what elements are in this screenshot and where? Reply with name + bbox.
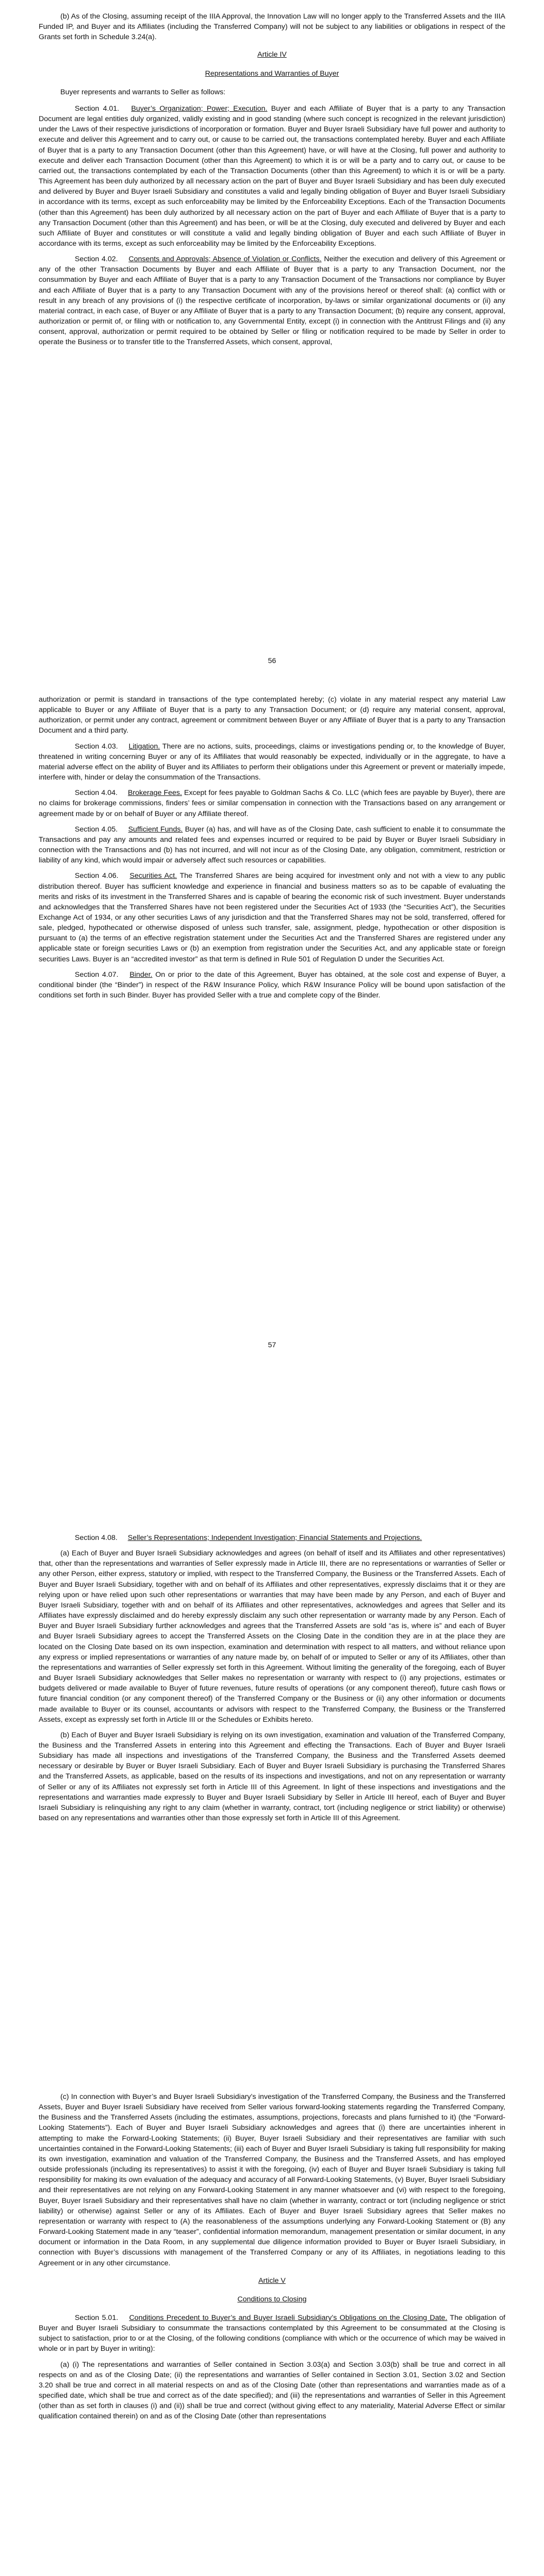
clause-3-24-b: (b) As of the Closing, assuming receipt of the IIIA Approval, the Innovation Law will no longer apply to the Transferred Assets and the IIIA Funded IP, and Buyer and its Affiliates (including the Transferred Company) will not be subject to any liabilities or obligations in respect of the Grants set forth in Schedule 3.24(a). bbox=[39, 12, 505, 42]
section-4-01-body: Buyer and each Affiliate of Buyer that is a party to any Transaction Document are legal entities duly organized, validly existing and in good standing (where such concept is recognized in the relevant jurisdiction) under the Laws of their respective jurisdictions of incorporation or formation. Buyer and Buyer Israeli Subsidiary have full power and authority to execute and deliver this Agreement and to carry out, or cause to be carried out, the transactions contemplated hereby. Buyer and each Affiliate of Buyer that is a party to any Transaction Document (other than this Agreement) have, or will have at the Closing, full power and authority to execute and deliver each Transaction Document (other than this Agreement) to which it is or will be a party and to carry out, or cause to be carried out, the transactions contemplated by each of the Transaction Documents (other than this Agreement) to which it is or will be a party. This Agreement has been duly authorized by all necessary action on the part of Buyer and Buyer Israeli Subsidiary and has been duly executed and delivered by Buyer and Buyer Israeli Subsidiary and constitutes a valid and legally binding obligation of Buyer and Buyer Israeli Subsidiary in accordance with its terms, except as such enforceability may be limited by the Enforceability Exceptions. Each of the Transaction Documents (other than this Agreement) has been duly authorized by all necessary action on the part of Buyer and each Affiliate of Buyer that is a party to any Transaction Document (other than this Agreement) and has been, or will be at the Closing, duly executed and delivered by Buyer and each such Affiliate of Buyer and constitutes or will constitute a valid and legally binding obligation of Buyer and each such Affiliate of Buyer in accordance with its terms, except as such enforceability may be limited by the Enforceability Exceptions. bbox=[39, 104, 505, 248]
article-v-subtitle: Conditions to Closing bbox=[237, 2295, 307, 2303]
section-5-01-title: Conditions Precedent to Buyer’s and Buyer Israeli Subsidiary’s Obligations on the Closing Date. bbox=[129, 2313, 448, 2322]
section-5-01-body: The obligation of Buyer and Buyer Israeli Subsidiary to consummate the transactions contemplated by this Agreement to be consummated at the Closing is subject to satisfaction, prior to or at the Closing, of the following conditions (compliance with which or the occurrence of which may be waived in whole or in part by Buyer in writing): bbox=[39, 2313, 505, 2353]
page-number: 57 bbox=[268, 1341, 276, 1349]
section-4-07-title: Binder. bbox=[129, 970, 153, 979]
section-4-07-body: On or prior to the date of this Agreement, Buyer has obtained, at the sole cost and expense of Buyer, a conditional binder (the “Binder”) in respect of the R&W Insurance Policy, which R&W Insurance Policy will be bound upon satisfaction of the conditions set forth in such Binder. Buyer has provided Seller with a true and complete copy of the Binder. bbox=[39, 970, 506, 1000]
section-5-01-number: Section 5.01. bbox=[75, 2313, 119, 2322]
section-4-08 bbox=[39, 1533, 505, 1543]
section-4-05-body: Buyer (a) has, and will have as of the Closing Date, cash sufficient to enable it to consummate the Transactions and pay any amounts and related fees and expenses incurred or required to be paid by Buyer or Buyer Israeli Subsidiary in connection with the Transactions and (b) has not incurred, and will not incur as of the Closing Date, any obligation, commitment, restriction or liability of any kind, which would impair or adversely affect such resources or capabilities. bbox=[39, 825, 505, 865]
section-4-08-title: Seller’s Representations; Independent Investigation; Financial Statements and Projections. bbox=[127, 1534, 422, 1542]
article-v-title: Article V bbox=[258, 2276, 286, 2285]
section-4-08-b: (b) Each of Buyer and Buyer Israeli Subsidiary is relying on its own investigation, examination and valuation of the Transferred Company, the Business and the Transferred Assets in entering into this Agreement and effecting the Transactions. Each of Buyer and Buyer Israeli Subsidiary has made all inspections and investigations of the Transferred Company, the Business and the Transferred Assets deemed necessary or desirable by Buyer or Buyer Israeli Subsidiary. Each of Buyer and Buyer Israeli Subsidiary is purchasing the Transferred Shares and the Transferred Assets, as applicable, based on the results of its inspections and investigations, and not on any representation or warranty of Seller or any of its Affiliates not expressly set forth in Article III of this Agreement. In light of these inspections and investigations and the representations and warranties made expressly to Buyer and Buyer Israeli Subsidiary by Seller in Article III hereof, each of Buyer and Buyer Israeli Subsidiary is relinquishing any right to any claim (whether in warranty, contract, tort (including negligence or strict liability) or otherwise) based on any representations and warranties other than those expressly set forth in Article III of this Agreement. bbox=[39, 1731, 505, 1823]
page-56 bbox=[0, 0, 544, 680]
page-58-content bbox=[39, 1533, 505, 1828]
section-4-03-number: Section 4.03. bbox=[75, 742, 118, 751]
section-4-01-number: Section 4.01. bbox=[75, 104, 120, 113]
section-4-07 bbox=[39, 970, 505, 1001]
section-4-01-title: Buyer’s Organization; Power; Execution. bbox=[131, 104, 268, 113]
section-4-02-continued: authorization or permit is standard in transactions of the type contemplated hereby; (c) violate in any material respect any material Law applicable to Buyer or any Affiliate of Buyer that is a party to any Transaction Document; or (d) require any material consent, approval, authorization, or permit under any contract, agreement or commitment between Buyer or any Affiliate of Buyer that is a party to any Transaction Document and a third party. bbox=[39, 696, 505, 735]
section-4-06-body: The Transferred Shares are being acquired for investment only and not with a view to any public distribution thereof. Buyer has sufficient knowledge and experience in financial and business matters so as to be capable of evaluating the merits and risks of its investment in the Transferred Shares and is capable of bearing the economic risk of such investment. Buyer understands and acknowledges that the Transferred Shares have not been registered under the Securities Act of 1933 (the “Securities Act”), the Securities Exchange Act of 1934, or any other securities Laws of any jurisdiction and that the Transferred Shares may not be sold, transferred, offered for sale, pledged, hypothecated or otherwise disposed of unless such transfer, sale, assignment, pledge, hypothecation or other disposition is pursuant to (a) the terms of an effective registration statement under the Securities Act and the Transferred Shares are registered under any applicable state or foreign securities Laws or (b) an exemption from registration under the Securities Act, and any applicable state or foreign securities Laws. Buyer is an “accredited investor” as that term is defined in Rule 501 of Regulation D under the Securities Act. bbox=[39, 872, 505, 963]
section-4-02-body: Neither the execution and delivery of this Agreement or any of the other Transaction Documents by Buyer and each Affiliate of Buyer that is a party to any Transaction Document, nor the consummation by Buyer and each Affiliate of Buyer that is a party to any Transaction Document of the Transactions nor compliance by Buyer and each Affiliate of Buyer that is a party to any Transaction Document with any of the provisions hereof or thereof shall: (a) conflict with or result in any breach of any provisions of (i) the respective certificate of incorporation, by-laws or similar organizational documents or (ii) any material contract, in each case, of Buyer or any Affiliate of Buyer that is a party to any Transaction Document; (b) require any consent, approval, authorization or permit of, or filing with or notification to, any Governmental Entity, except (i) in connection with the Antitrust Filings and (ii) any consent, approval, authorization or permit required to be obtained by Seller or filing or notification required to be made by Seller in order to operate the Business or to transfer title to the Transferred Assets, which consent, approval, bbox=[39, 255, 505, 347]
section-4-08-a: (a) Each of Buyer and Buyer Israeli Subsidiary acknowledges and agrees (on behalf of itself and its Affiliates and other representatives) that, other than the representations and warranties of Seller expressly made in Article III, there are no representations or warranties of Seller or any other Person, either express, statutory or implied, with respect to the Transferred Company, the Business or the Transferred Assets. Each of Buyer and Buyer Israeli Subsidiary, together with and on behalf of its Affiliates and other representatives, expressly disclaims that it or they are relying upon or have relied upon such other representations or warranties that may have been made by any Person, and each of Buyer and Buyer Israeli Subsidiary, together with and on behalf of its Affiliates and other representatives, acknowledges and agrees that Seller and its Affiliates have expressly disclaimed and do hereby expressly disclaim any such other representation or warranty made by any Person. Each of Buyer and Buyer Israeli Subsidiary further acknowledges and agrees that the Transferred Assets are sold “as is, where is” and each of Buyer and Buyer Israeli Subsidiary agrees to accept the Transferred Assets on the Closing Date in the condition they are in at the place they are located on the Closing Date based on its own inspection, examination and determination with respect to all matters, and without reliance upon any express or implied representations or warranties of any nature made by, on behalf of or imputed to Seller or any of its Affiliates, other than the representations and warranties of Seller expressly set forth in this Agreement. Without limiting the generality of the foregoing, each of Buyer and Buyer Israeli Subsidiary acknowledges that Seller makes no representation or warranty with respect to (i) any projections, estimates or budgets delivered or made available to Buyer of future revenues, future results of operations (or any component thereof), future cash flows or future financial condition (or any component thereof) of the Transferred Company or the Business or (ii) any other information or documents made available to Buyer or its counsel, accountants or advisors with respect to the Transferred Company, the Business or the Transferred Assets, except as expressly set forth in Article III or the Schedules or Exhibits hereto. bbox=[39, 1549, 505, 1724]
section-4-04 bbox=[39, 788, 505, 819]
section-5-01-a: (a) (i) The representations and warranties of Seller contained in Section 3.03(a) and Section 3.03(b) shall be true and correct in all respects on and as of the Closing Date; (ii) the representations and warranties of Seller contained in Section 3.01, Section 3.02 and Section 3.20 shall be true and correct in all material respects on and as of the Closing Date (other than representations and warranties made as of a specified date, which shall be true and correct as of the date specified); and (iii) the representations and warranties of Seller in this Agreement (other than as set forth in clauses (i) and (ii)) shall be true and correct (without giving effect to any materiality, Material Adverse Effect or similar qualification contained therein) on and as of the Closing Date (other than representations bbox=[39, 2360, 505, 2421]
section-4-04-body: Except for fees payable to Goldman Sachs & Co. LLC (which fees are payable by Buyer), there are no claims for brokerage commissions, finders’ fees or similar compensation in connection with the Transactions based on any arrangement or agreement made by or on behalf of Buyer or any Affiliate thereof. bbox=[39, 789, 505, 818]
section-4-07-number: Section 4.07. bbox=[75, 970, 119, 979]
section-4-06-title: Securities Act. bbox=[129, 872, 177, 880]
article-iv-lead: Buyer represents and warrants to Seller as follows: bbox=[60, 88, 226, 96]
page-59 bbox=[0, 2084, 544, 2576]
section-4-05-title: Sufficient Funds. bbox=[128, 825, 183, 834]
page-57 bbox=[0, 680, 544, 1378]
section-4-04-number: Section 4.04. bbox=[75, 789, 118, 798]
section-4-08-number: Section 4.08. bbox=[75, 1534, 118, 1542]
page-58 bbox=[0, 1378, 544, 2084]
page-number: 56 bbox=[268, 657, 276, 665]
page-57-content bbox=[39, 694, 505, 1006]
page-59-content bbox=[39, 2092, 505, 2427]
section-4-02 bbox=[39, 254, 505, 347]
section-4-05 bbox=[39, 824, 505, 866]
page-56-content bbox=[39, 11, 505, 353]
article-iv-subtitle: Representations and Warranties of Buyer bbox=[205, 69, 339, 78]
section-4-03-title: Litigation. bbox=[128, 742, 160, 751]
section-4-01 bbox=[39, 104, 505, 249]
section-4-06-number: Section 4.06. bbox=[75, 872, 119, 880]
section-4-02-number: Section 4.02. bbox=[75, 255, 118, 264]
section-4-06 bbox=[39, 871, 505, 964]
section-4-03 bbox=[39, 741, 505, 783]
section-4-04-title: Brokerage Fees. bbox=[127, 789, 182, 798]
section-4-02-title: Consents and Approvals; Absence of Violation or Conflicts. bbox=[128, 255, 322, 264]
article-iv-title: Article IV bbox=[257, 50, 287, 59]
section-4-08-c: (c) In connection with Buyer’s and Buyer Israeli Subsidiary’s investigation of the Transferred Company, the Business and the Transferred Assets, Buyer and Buyer Israeli Subsidiary have received from Seller various forward-looking statements regarding the Transferred Company, the Business and the Transferred Assets (including the estimates, assumptions, projections, forecasts and plans furnished to it) (the “Forward-Looking Statements”). Each of Buyer and Buyer Israeli Subsidiary acknowledges and agrees that (i) there are uncertainties inherent in attempting to make the Forward-Looking Statements; (ii) Buyer, Buyer Israeli Subsidiary and their representatives are familiar with such uncertainties contained in the Forward-Looking Statements; (iii) each of Buyer and Buyer Israeli Subsidiary is taking full responsibility for making its own investigation, examination and valuation of the Transferred Company, the Business and the Transferred Assets, and has employed outside professionals (including its representatives) to assist it with the foregoing, (iv) each of Buyer and Buyer Israeli Subsidiary is taking full responsibility for making its own evaluation of the adequacy and accuracy of all Forward-Looking Statements, (v) Buyer, Buyer Israeli Subsidiary and their representatives are not relying on any Forward-Looking Statement in any manner whatsoever and (vi) with respect to the foregoing, Buyer, Buyer Israeli Subsidiary and their representatives shall have no claim (whether in warranty, contract or tort (including negligence or strict liability) or otherwise) against Seller or any of its Affiliates. Each of Buyer and Buyer Israeli Subsidiary agrees that Seller makes no representation or warranty with respect to (A) the reasonableness of the assumptions underlying any Forward-Looking Statement or (B) any Forward-Looking Statement made in any “teaser”, confidential information memorandum, management presentation or similar document, in any document or information in the Data Room, in any supplemental due diligence information provided to Buyer or Buyer Israeli Subsidiary, in connection with Buyer’s discussions with management of the Transferred Company or any of its Affiliates, in negotiations leading to this Agreement or in any other circumstance. bbox=[39, 2093, 505, 2267]
section-5-01 bbox=[39, 2313, 505, 2354]
section-4-05-number: Section 4.05. bbox=[75, 825, 118, 834]
section-4-03-body: There are no actions, suits, proceedings, claims or investigations pending or, to the knowledge of Buyer, threatened in writing concerning Buyer or any of its Affiliates that would reasonably be expected, individually or in the aggregate, to have a material adverse effect on the ability of Buyer and its Affiliates to perform their obligations under this Agreement or prevent or materially impede, interfere with, hinder or delay the consummation of the Transactions. bbox=[39, 742, 505, 782]
